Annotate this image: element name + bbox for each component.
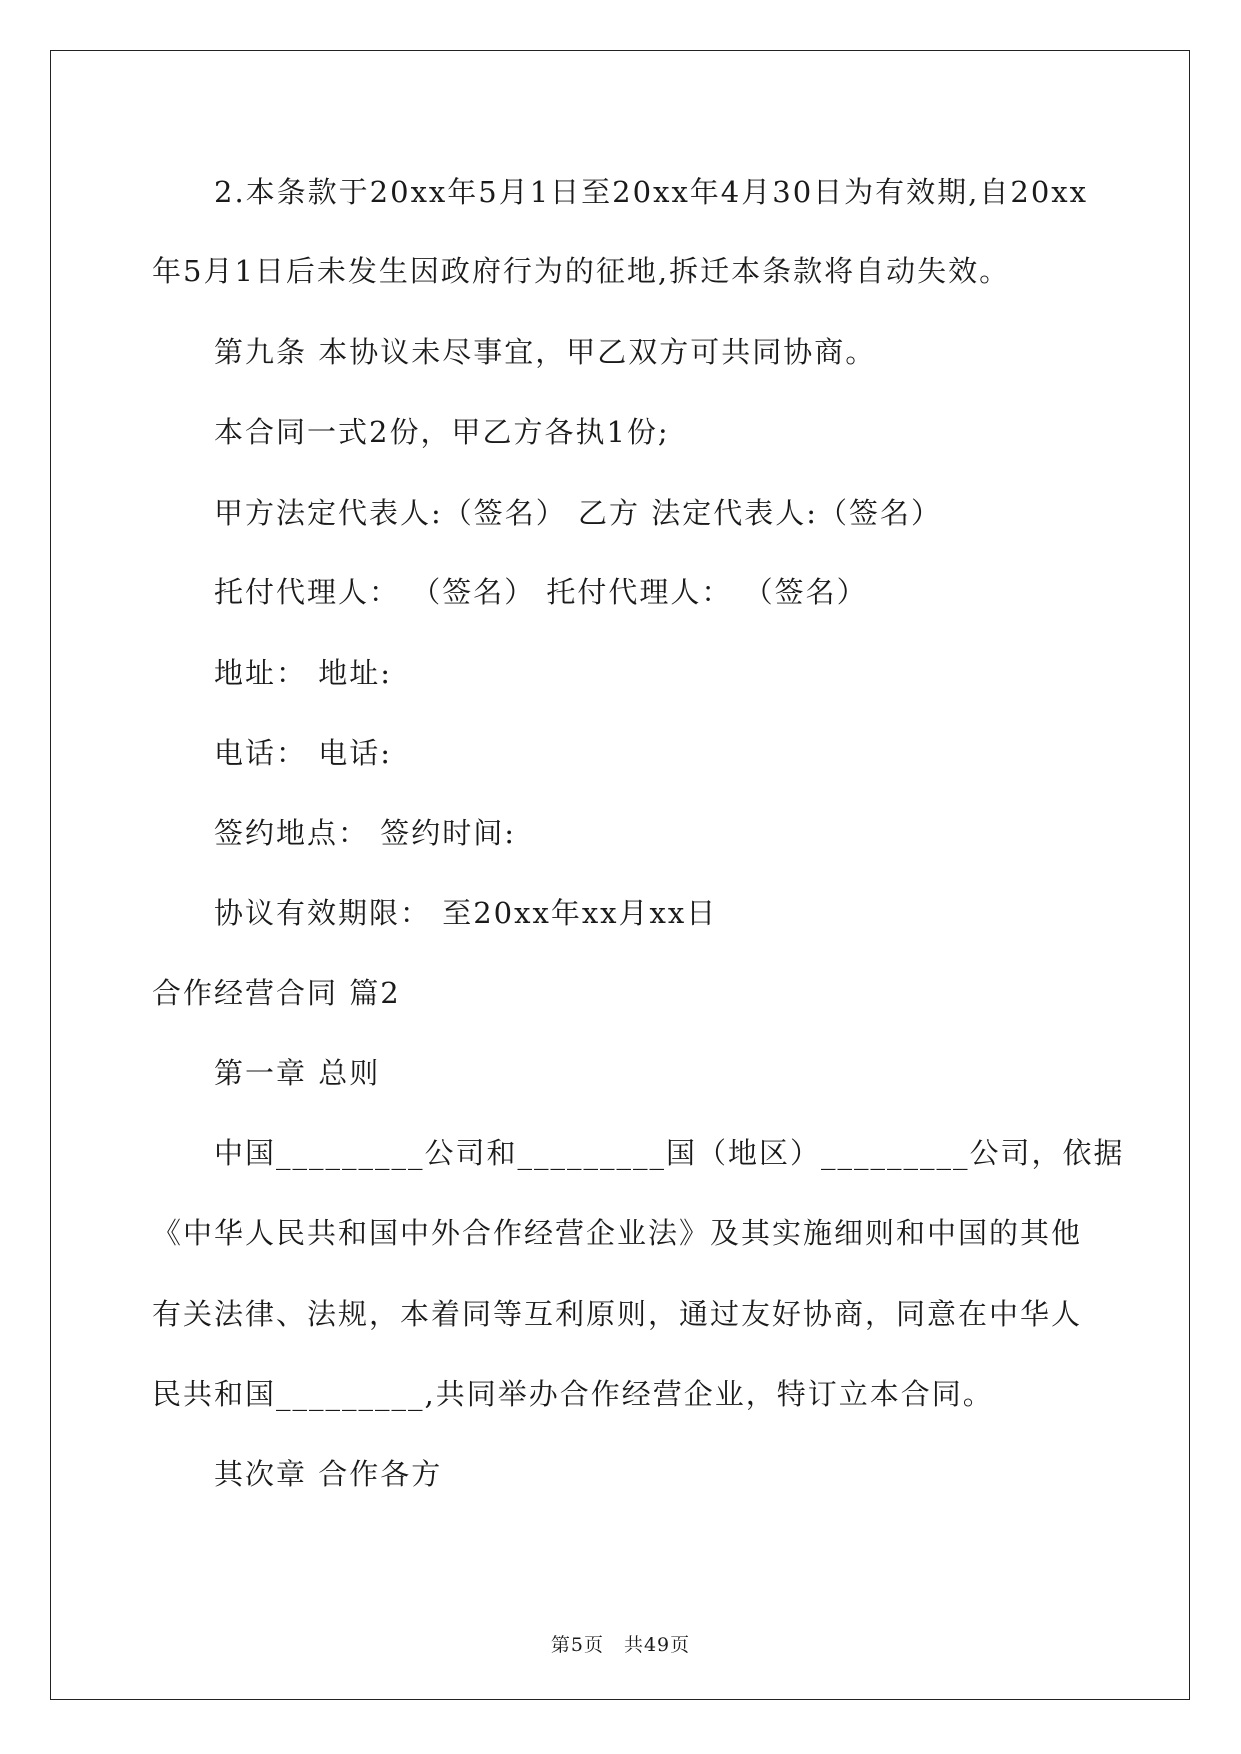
page-border bbox=[50, 50, 1190, 1700]
signature-line-term: 协议有效期限： 至20xx年xx月xx日 bbox=[214, 896, 718, 930]
signature-line-agents: 托付代理人： （签名） 托付代理人： （签名） bbox=[214, 575, 868, 609]
signature-line-representatives: 甲方法定代表人:（签名） 乙方 法定代表人:（签名） bbox=[214, 496, 942, 530]
body-line-preamble-3: 有关法律、法规，本着同等互利原则，通过友好协商，同意在中华人 bbox=[152, 1297, 1083, 1331]
body-line-preamble-1: 中国_________公司和_________国（地区）_________公司，依据 bbox=[214, 1136, 1125, 1170]
chapter-heading-one: 第一章 总则 bbox=[214, 1056, 381, 1090]
body-line-copies: 本合同一式2份，甲乙方各执1份; bbox=[214, 415, 670, 449]
section-heading: 合作经营合同 篇2 bbox=[152, 976, 401, 1010]
page-number-footer: 第5页 共49页 bbox=[550, 1634, 691, 1656]
body-line-validity-2: 年5月1日后未发生因政府行为的征地,拆迁本条款将自动失效。 bbox=[152, 254, 1011, 288]
signature-line-address: 地址： 地址: bbox=[214, 656, 392, 690]
body-line-validity-1: 2.本条款于20xx年5月1日至20xx年4月30日为有效期,自20xx bbox=[214, 175, 1088, 209]
chapter-heading-two: 其次章 合作各方 bbox=[214, 1457, 443, 1491]
signature-line-phone: 电话： 电话: bbox=[214, 736, 392, 770]
signature-line-place-time: 签约地点： 签约时间: bbox=[214, 816, 516, 850]
body-line-preamble-4: 民共和国_________,共同举办合作经营企业，特订立本合同。 bbox=[152, 1377, 994, 1411]
body-line-preamble-2: 《中华人民共和国中外合作经营企业法》及其实施细则和中国的其他 bbox=[152, 1216, 1083, 1250]
body-line-article-nine: 第九条 本协议未尽事宜，甲乙双方可共同协商。 bbox=[214, 335, 877, 369]
